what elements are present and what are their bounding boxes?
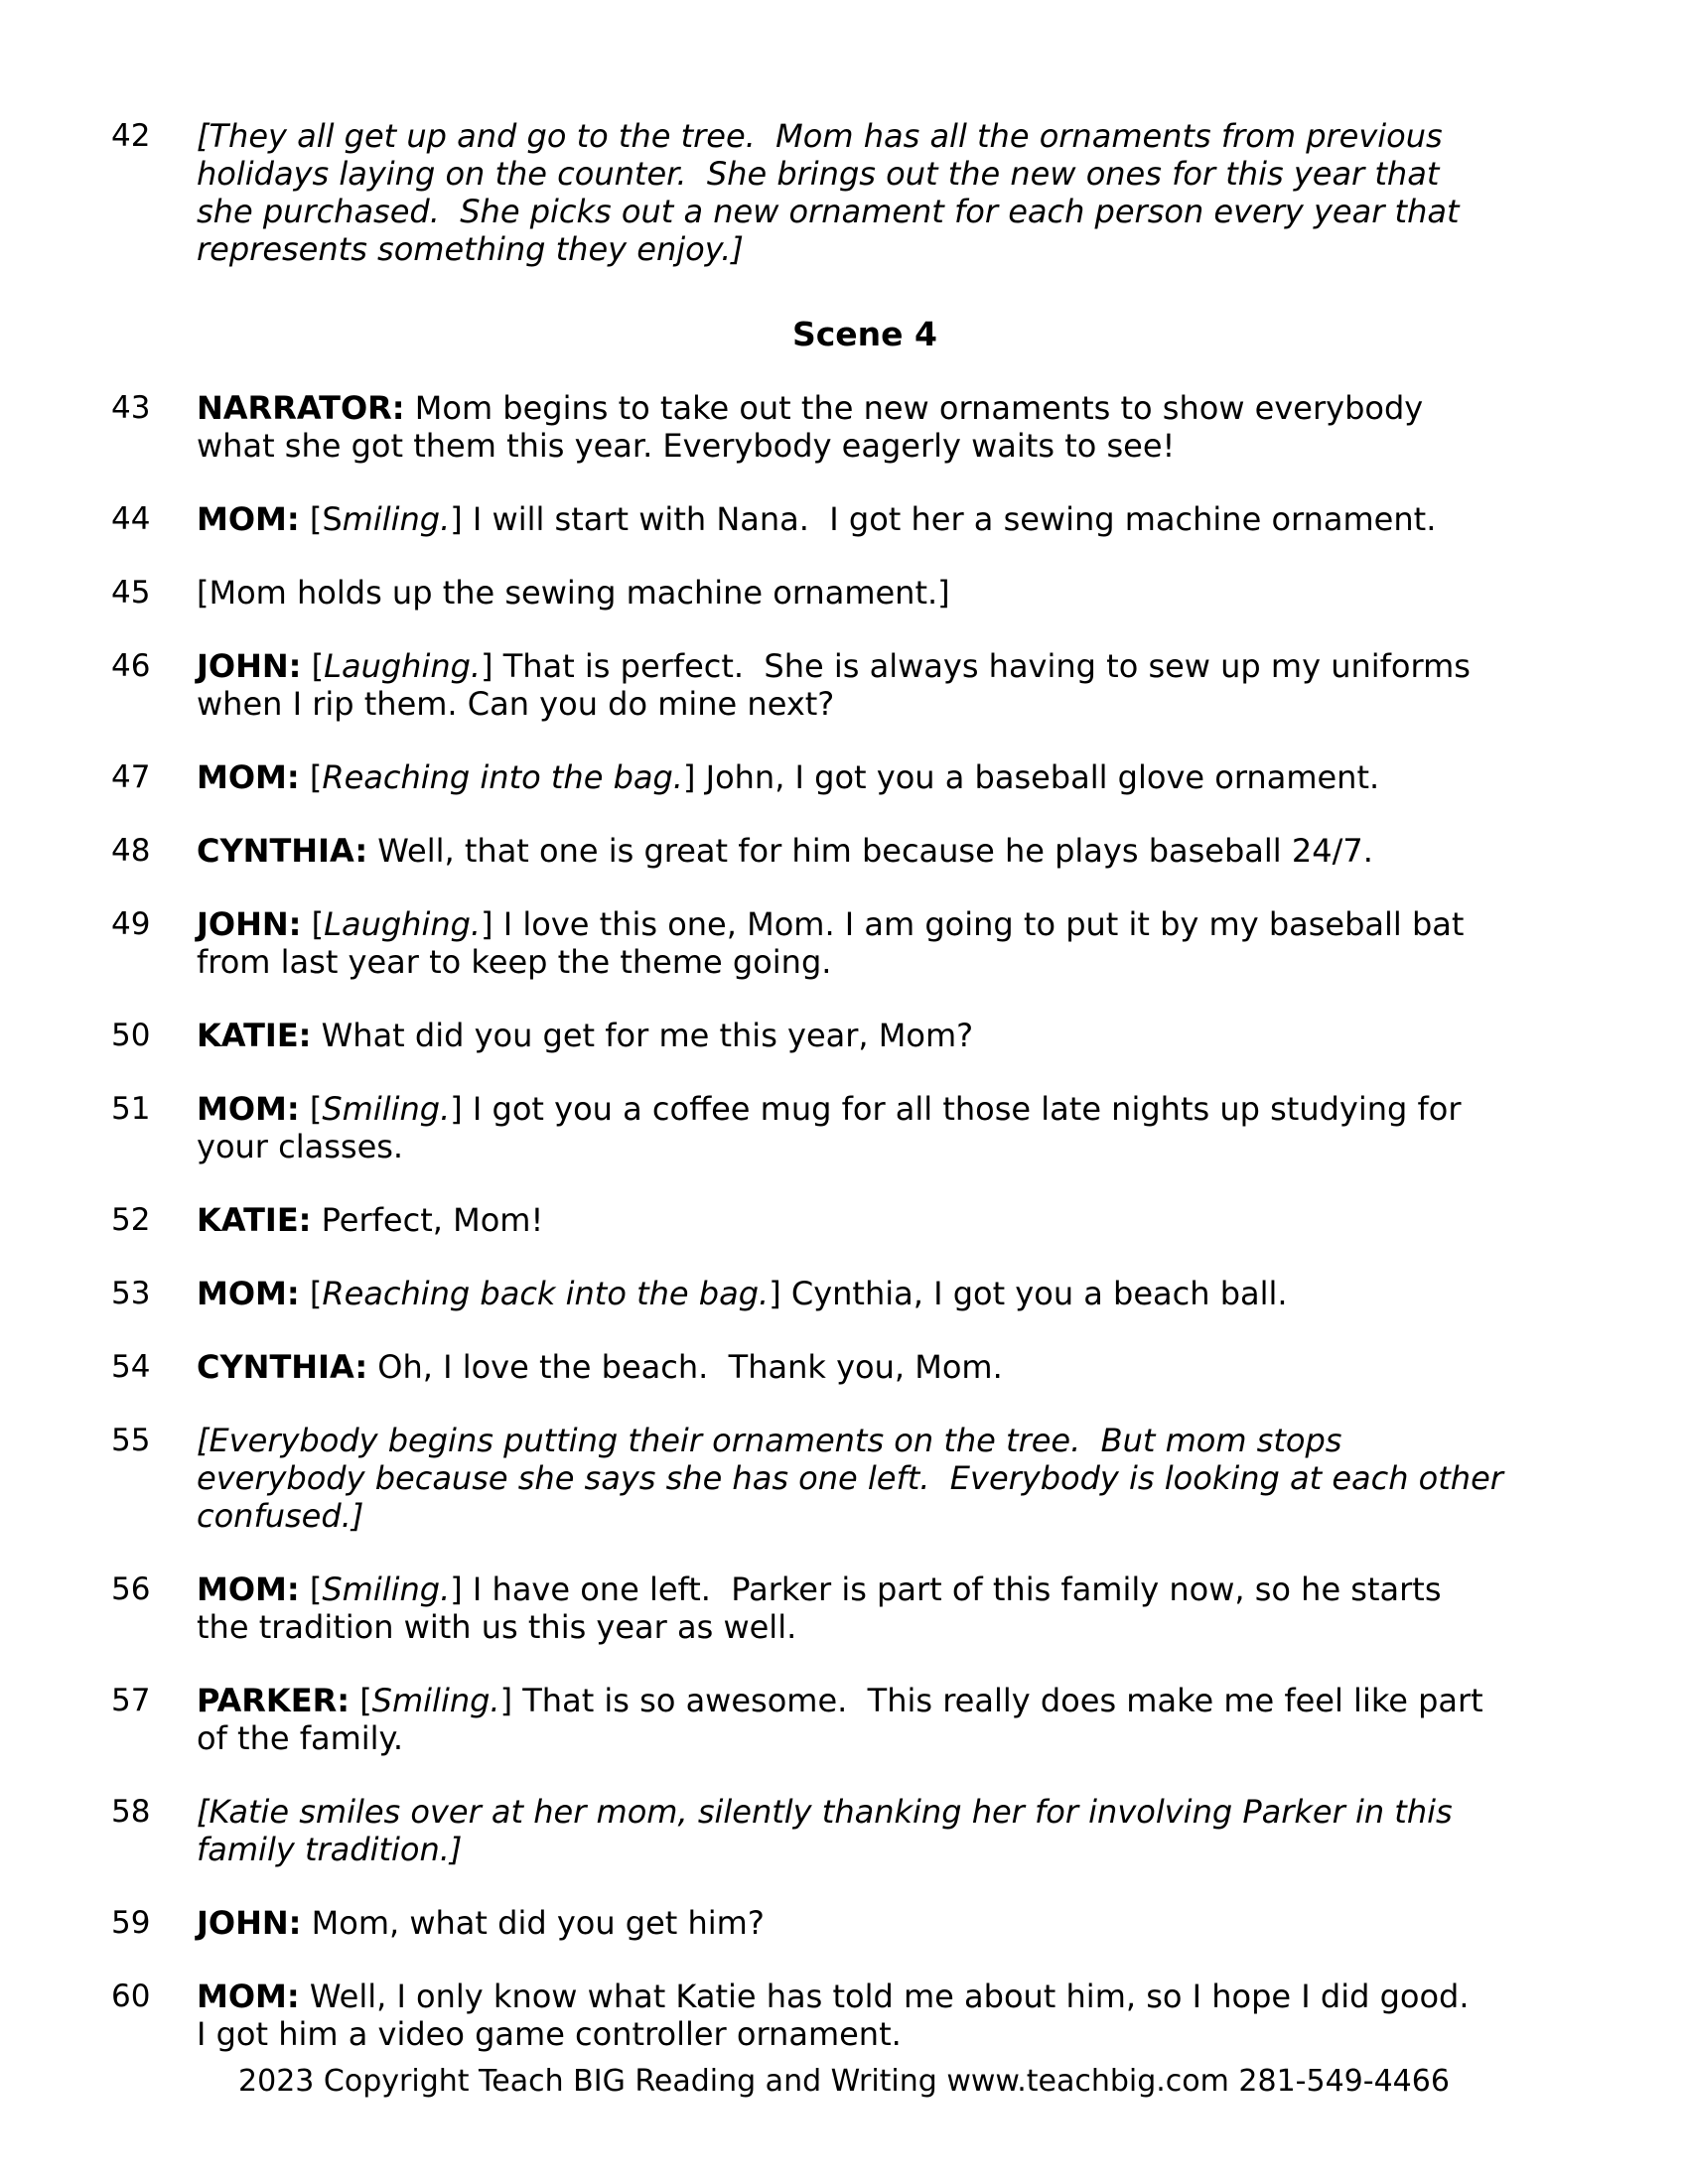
text-line (197, 193, 1460, 230)
dialogue-text: [ (299, 1570, 323, 1608)
dialogue-text: ] John, I got you a baseball glove ornament. (682, 758, 1380, 796)
text-line (197, 1017, 973, 1054)
text-line (197, 117, 1460, 155)
text-line (197, 1904, 765, 1942)
text-line (197, 389, 1423, 427)
script-line-49 (111, 905, 1618, 981)
stage-direction: confused.] (197, 1497, 364, 1535)
line-text (197, 1017, 973, 1054)
line-text (197, 905, 1464, 981)
scene-heading: Scene 4 (791, 315, 938, 353)
dialogue-text: from last year to keep the theme going. (197, 943, 832, 981)
text-line (197, 647, 1471, 685)
dialogue-text: your classes. (197, 1128, 404, 1165)
dialogue-text: ] I have one left. Parker is part of this family now, so he starts (450, 1570, 1442, 1608)
speaker-name: MOM: (197, 1275, 300, 1312)
line-text (197, 758, 1379, 796)
stage-direction: she purchased. She picks out a new ornament for each person every year that (197, 193, 1460, 230)
stage-direction: [Everybody begins putting their ornaments on the tree. But mom stops (197, 1422, 1342, 1459)
text-line (197, 500, 1436, 538)
dialogue-text: [ (299, 1090, 323, 1128)
line-text (197, 500, 1436, 538)
line-number: 59 (111, 1905, 151, 1941)
speaker-name: JOHN: (197, 647, 302, 685)
script-line-47 (111, 758, 1618, 796)
stage-direction: Smiling. (371, 1682, 500, 1719)
dialogue-text: ] That is perfect. She is always having to sew up my uniforms (481, 647, 1471, 685)
line-text (197, 389, 1423, 465)
script-line-54 (111, 1348, 1618, 1386)
line-number: 60 (111, 1979, 151, 2014)
stage-direction: Laughing. (324, 905, 482, 943)
line-text (197, 647, 1471, 723)
dialogue-text: [Mom holds up the sewing machine ornament.] (197, 574, 950, 612)
dialogue-text: of the family. (197, 1719, 404, 1757)
line-number: 45 (111, 575, 151, 611)
line-number: 52 (111, 1202, 151, 1238)
stage-direction: Reaching back into the bag. (322, 1275, 770, 1312)
stage-direction: family tradition.] (197, 1831, 463, 1868)
speaker-name: JOHN: (197, 905, 302, 943)
dialogue-text: [ (350, 1682, 372, 1719)
speaker-name: CYNTHIA: (197, 832, 368, 870)
speaker-name: MOM: (197, 1090, 300, 1128)
text-line (197, 1459, 1503, 1497)
stage-direction: everybody because she says she has one left. Everybody is looking at each other (197, 1459, 1503, 1497)
text-line (197, 1128, 1462, 1165)
dialogue-text: Mom begins to take out the new ornaments to show everybody (404, 389, 1424, 427)
line-text (197, 1275, 1288, 1312)
script-line-58 (111, 1793, 1618, 1868)
speaker-name: MOM: (197, 758, 300, 796)
dialogue-text: Mom, what did you get him? (301, 1904, 765, 1942)
dialogue-text: ] That is so awesome. This really does make me feel like part (499, 1682, 1483, 1719)
stage-direction: represents something they enjoy.] (197, 230, 744, 268)
script-line-48 (111, 832, 1618, 870)
line-number: 51 (111, 1091, 151, 1127)
line-number: 42 (111, 118, 151, 154)
dialogue-text: ] I will start with Nana. I got her a sewing machine ornament. (450, 500, 1437, 538)
line-text (197, 1682, 1483, 1757)
line-number: 49 (111, 906, 151, 942)
stage-direction: [They all get up and go to the tree. Mom has all the ornaments from previous (197, 117, 1443, 155)
line-number: 48 (111, 833, 151, 869)
script-line-52 (111, 1201, 1618, 1239)
footer-text: 2023 Copyright Teach BIG Reading and Writing www.teachbig.com 281-549-4466 (238, 2064, 1450, 2099)
text-line (197, 1201, 543, 1239)
text-line (197, 427, 1423, 465)
script-line-59 (111, 1904, 1618, 1942)
text-line (197, 1978, 1470, 2015)
dialogue-text: I got him a video game controller ornament. (197, 2015, 902, 2053)
line-text (197, 1978, 1470, 2053)
text-line (197, 230, 1460, 268)
dialogue-text: [S (299, 500, 343, 538)
speaker-name: KATIE: (197, 1017, 312, 1054)
text-line (197, 1831, 1453, 1868)
text-line (197, 1090, 1462, 1128)
speaker-name: JOHN: (197, 1904, 302, 1942)
dialogue-text: ] Cynthia, I got you a beach ball. (769, 1275, 1288, 1312)
stage-direction: Smiling. (322, 1570, 451, 1608)
line-text (197, 1090, 1462, 1165)
dialogue-text: Oh, I love the beach. Thank you, Mom. (367, 1348, 1003, 1386)
text-line (197, 1348, 1003, 1386)
text-line (197, 574, 950, 612)
script-line-51 (111, 1090, 1618, 1165)
script-line-50 (111, 1017, 1618, 1054)
text-line (197, 1275, 1288, 1312)
text-line (197, 685, 1471, 723)
script-line-55 (111, 1422, 1618, 1535)
dialogue-text: [ (299, 1275, 323, 1312)
text-line (197, 905, 1464, 943)
line-number: 44 (111, 501, 151, 537)
line-text (197, 1570, 1442, 1646)
script-line-44 (111, 500, 1618, 538)
dialogue-text: [ (299, 758, 323, 796)
speaker-name: PARKER: (197, 1682, 351, 1719)
text-line (197, 1682, 1483, 1719)
line-text (197, 117, 1460, 268)
line-number: 58 (111, 1794, 151, 1830)
line-number: 46 (111, 648, 151, 684)
line-text (197, 1201, 543, 1239)
text-line (197, 155, 1460, 193)
script-line-42 (111, 117, 1618, 268)
speaker-name: CYNTHIA: (197, 1348, 368, 1386)
line-text (197, 832, 1373, 870)
dialogue-text: ] I got you a coffee mug for all those late nights up studying for (450, 1090, 1462, 1128)
text-line (197, 832, 1373, 870)
dialogue-text: [ (301, 905, 325, 943)
line-text (197, 1904, 765, 1942)
dialogue-text: when I rip them. Can you do mine next? (197, 685, 835, 723)
text-line (197, 1422, 1503, 1459)
line-text (197, 1348, 1003, 1386)
speaker-name: MOM: (197, 1570, 300, 1608)
line-number: 47 (111, 759, 151, 795)
speaker-name: MOM: (197, 1978, 300, 2015)
line-number: 56 (111, 1571, 151, 1607)
dialogue-text: What did you get for me this year, Mom? (311, 1017, 974, 1054)
line-number: 54 (111, 1349, 151, 1385)
script-line-43 (111, 389, 1618, 465)
text-line (197, 943, 1464, 981)
script-line-53 (111, 1275, 1618, 1312)
stage-direction: [Katie smiles over at her mom, silently thanking her for involving Parker in this (197, 1793, 1453, 1831)
stage-direction: holidays laying on the counter. She brings out the new ones for this year that (197, 155, 1440, 193)
script-line-45 (111, 574, 1618, 612)
stage-direction: Laughing. (324, 647, 482, 685)
line-number: 43 (111, 390, 151, 426)
dialogue-text: ] I love this one, Mom. I am going to put it by my baseball bat (481, 905, 1465, 943)
script-line-57 (111, 1682, 1618, 1757)
line-number: 53 (111, 1276, 151, 1311)
dialogue-text: Well, that one is great for him because he plays baseball 24/7. (367, 832, 1373, 870)
line-text (197, 1422, 1503, 1535)
text-line (197, 1793, 1453, 1831)
script-line-56 (111, 1570, 1618, 1646)
text-line (197, 1497, 1503, 1535)
dialogue-text: what she got them this year. Everybody eagerly waits to see! (197, 427, 1176, 465)
stage-direction: miling. (342, 500, 451, 538)
text-line (197, 758, 1379, 796)
speaker-name: NARRATOR: (197, 389, 405, 427)
script-line-46 (111, 647, 1618, 723)
line-text (197, 574, 950, 612)
line-text (197, 1793, 1453, 1868)
page-footer (0, 2063, 1688, 2101)
dialogue-text: the tradition with us this year as well. (197, 1608, 797, 1646)
line-number: 55 (111, 1423, 151, 1458)
dialogue-text: Perfect, Mom! (311, 1201, 544, 1239)
text-line (197, 1570, 1442, 1608)
speaker-name: MOM: (197, 500, 300, 538)
line-number: 50 (111, 1018, 151, 1053)
speaker-name: KATIE: (197, 1201, 312, 1239)
text-line (197, 1608, 1442, 1646)
stage-direction: Reaching into the bag. (322, 758, 683, 796)
text-line (197, 1719, 1483, 1757)
dialogue-text: [ (301, 647, 325, 685)
stage-direction: Smiling. (322, 1090, 451, 1128)
line-number: 57 (111, 1683, 151, 1718)
dialogue-text: Well, I only know what Katie has told me about him, so I hope I did good. (299, 1978, 1470, 2015)
script-line-60 (111, 1978, 1618, 2053)
text-line (197, 2015, 1470, 2053)
